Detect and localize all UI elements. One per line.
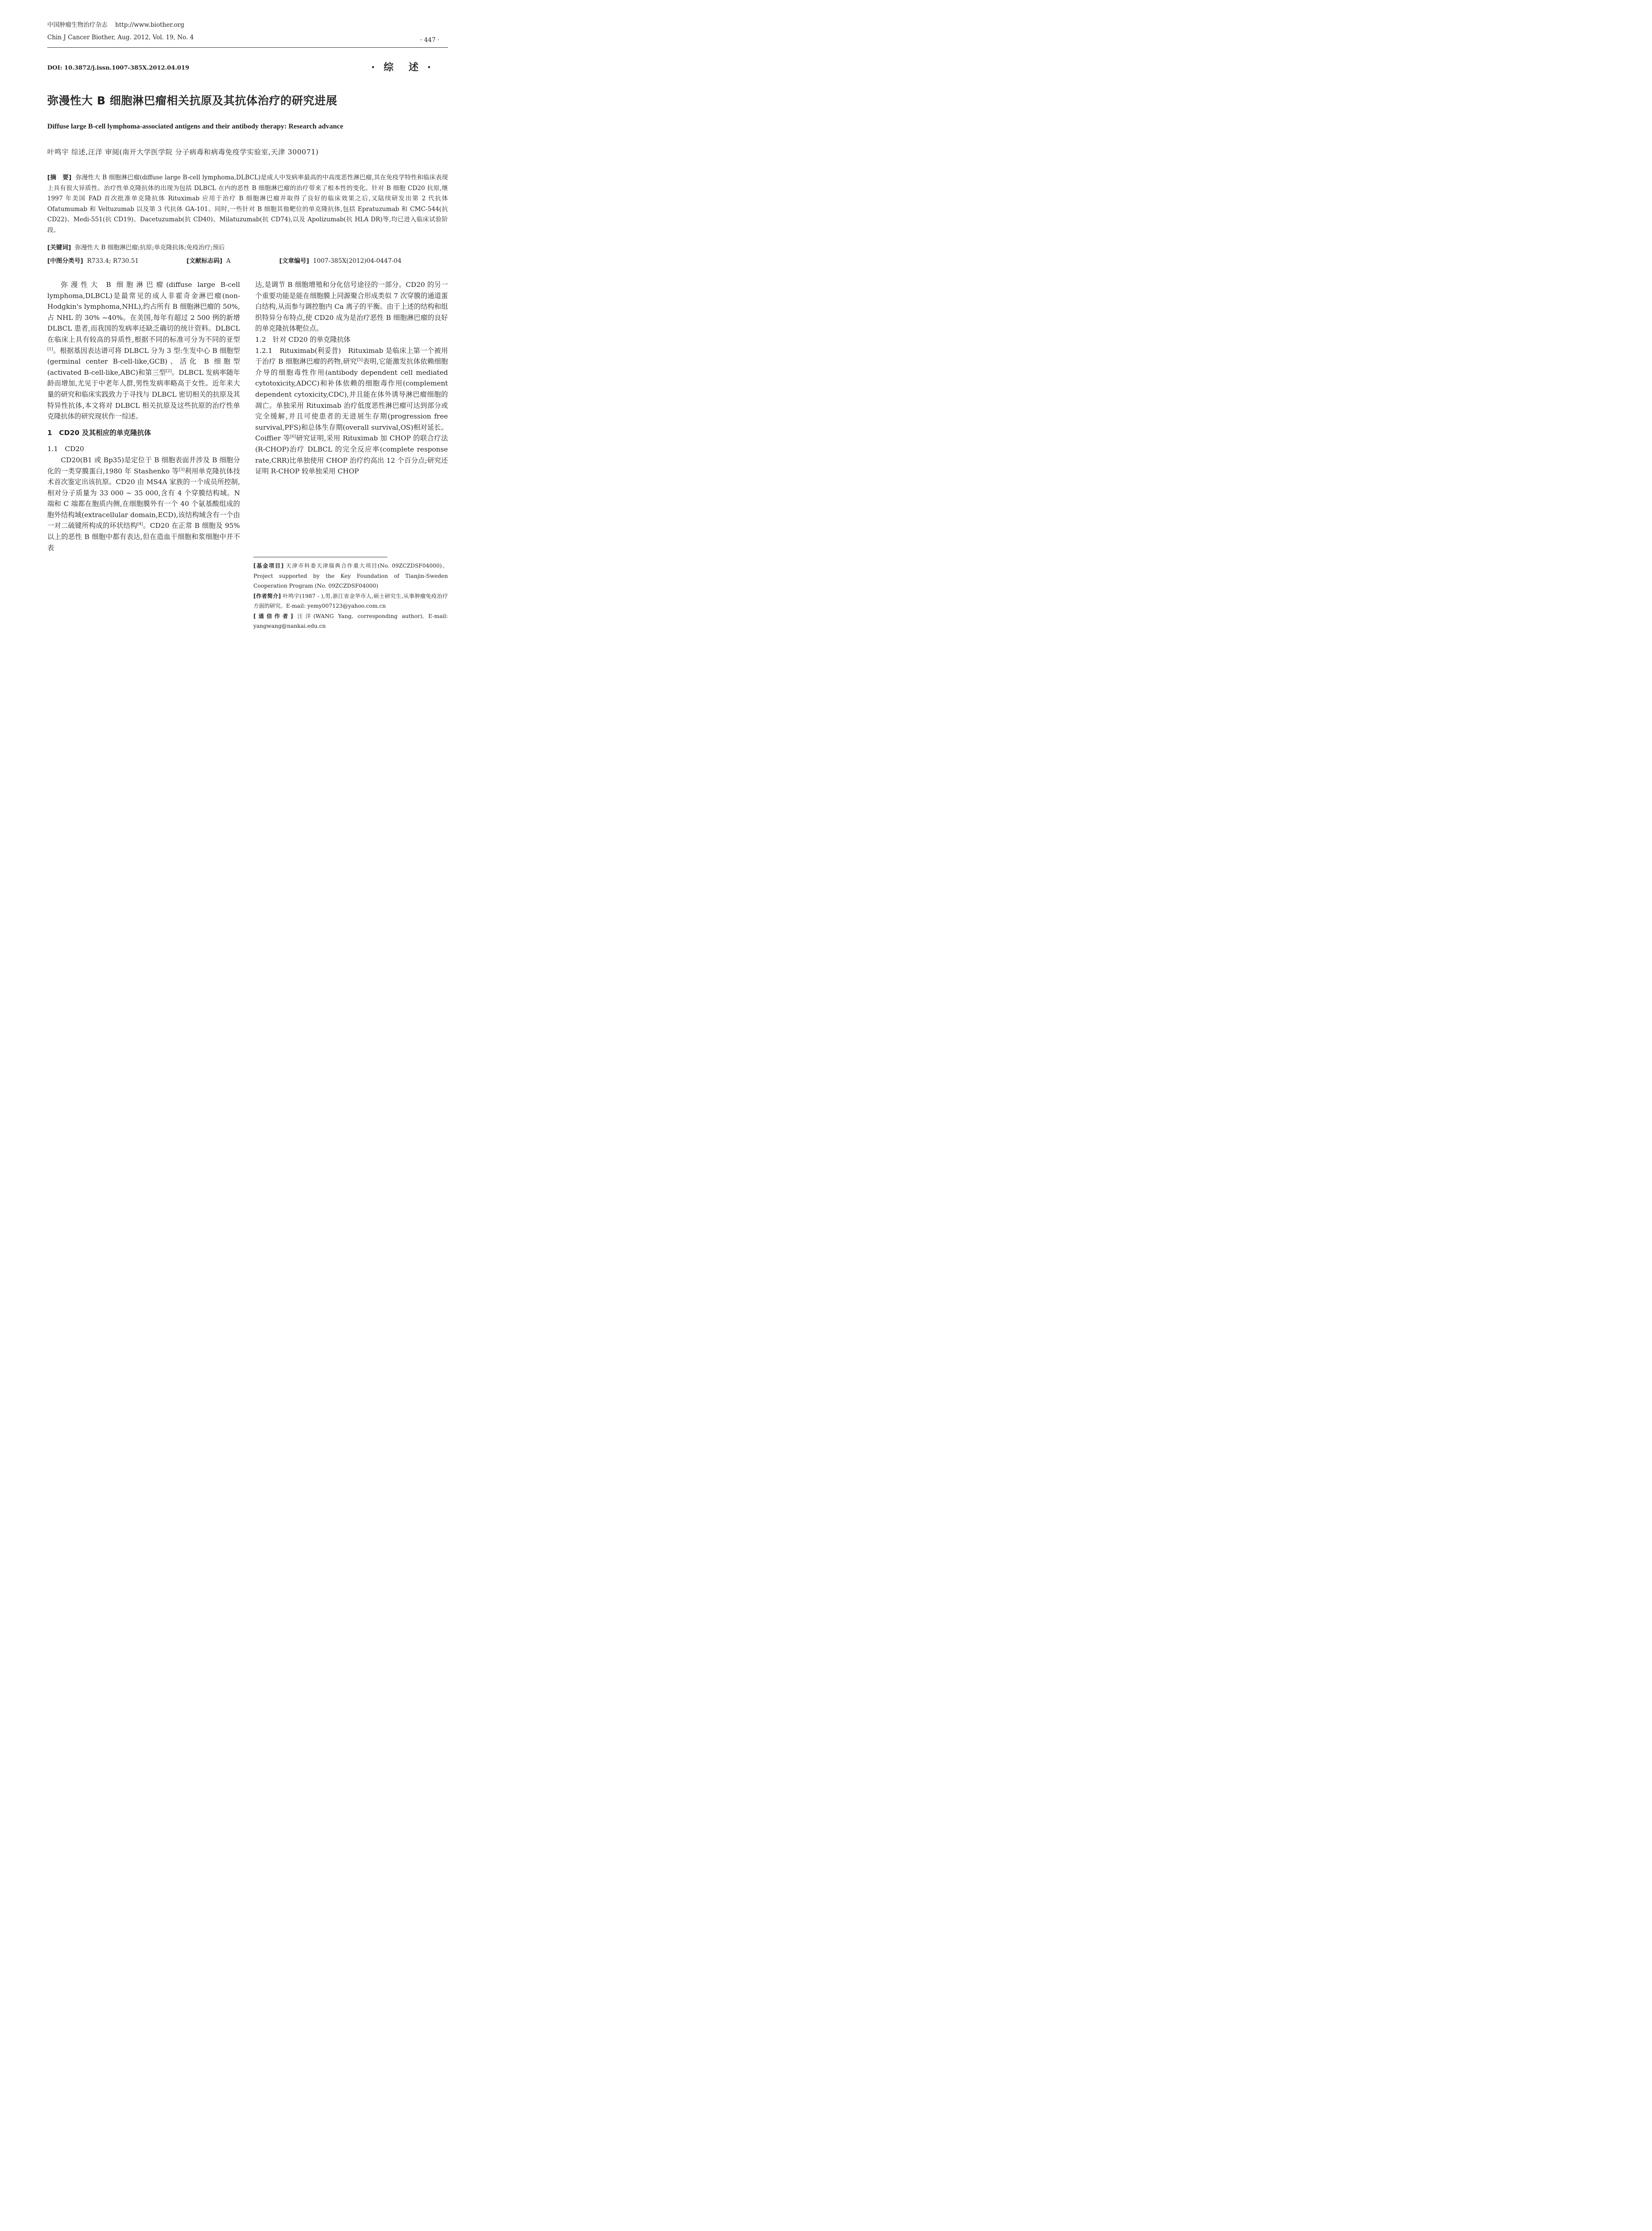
intro-text-c: 。DLBCL 发病率随年龄而增加,尤见于中老年人群,男性发病率略高于女性。近年来大量的研究和临床实践致力于寻找与 DLBCL 密切相关的抗原及其特异性抗体,本文将对 DLBCL 相关抗原及这些抗原的治疗性单克隆抗体的研究现状作一综述。	[47, 368, 240, 421]
doi[interactable]: DOI: 10.3872/j.issn.1007-385X.2012.04.019	[47, 65, 190, 71]
article-no-value: 1007-385X(2012)04-0447-04	[313, 257, 402, 265]
citation-ref[interactable]: [5]	[357, 358, 363, 363]
corresponding-author-note	[253, 611, 448, 631]
cd20-text-a: CD20(B1 或 Bp35)是定位于 B 细胞表面并涉及 B 细胞分化的一类穿膜蛋白,1980 年 Stashenko 等	[47, 456, 240, 475]
corresponding-author-text: 汪洋(WANG Yang, corresponding author), E-mail: yangwang@nankai.edu.cn	[253, 613, 448, 629]
keywords	[47, 242, 225, 251]
rituximab-paragraph	[255, 345, 448, 477]
funding-text: 天津市科委天津瑞典合作重大项目(No. 09ZCZDSF04000)。Project supported by the Key Foundation of Tianjin-Sweden Cooperation Program (No. 09ZCZDSF04000)	[253, 563, 448, 589]
author-bio-note	[253, 591, 448, 611]
keywords-label: [关键词]	[47, 244, 71, 251]
abstract-label: [摘 要]	[47, 174, 72, 181]
citation-ref[interactable]: [1]	[47, 347, 53, 352]
page-number: · 447 ·	[420, 37, 439, 44]
funding-label: [基金项目]	[253, 563, 284, 569]
doc-code-field	[186, 256, 231, 265]
article-no-field	[279, 256, 402, 265]
intro-text-b: 。根据基因表达谱可将 DLBCL 分为 3 型:生发中心 B 细胞型(germinal center B-cell-like,GCB)、活化 B 细胞型(activated B-cell-like,ABC)和第三型	[47, 346, 240, 377]
footnotes	[253, 561, 448, 631]
authors: 叶鸣宇 综述,汪洋 审阅(南开大学医学院 分子病毒和病毒免疫学实验室,天津 300071)	[47, 148, 319, 156]
intro-text-a: 弥漫性大 B 细胞淋巴瘤(diffuse large B-cell lymphoma,DLBCL)是最常见的成人非霍奇金淋巴瘤(non-Hodgkin's lymphoma,NHL),约占所有 B 细胞淋巴瘤的 50%,占 NHL 的 30% ~40%。在美国,每年有超过 2 500 例的新增 DLBCL 患者,而我国的发病率还缺乏确切的统计资料。DLBCL 在临床上具有较高的异质性,根据不同的标准可分为不同的亚型	[47, 281, 240, 344]
title-cn: 弥漫性大 B 细胞淋巴瘤相关抗原及其抗体治疗的研究进展	[47, 94, 337, 107]
journal-header-cn	[47, 22, 184, 29]
doc-code-label: [文献标志码]	[186, 257, 223, 265]
doc-code-value: A	[226, 257, 231, 265]
funding-note	[253, 561, 448, 591]
clc-field	[47, 256, 139, 265]
rituximab-text-b: 表明,它能激发抗体依赖细胞介导的细胞毒性作用(antibody dependent cell mediated cytotoxicity,ADCC)和补体依赖的细胞毒作用(complement dependent cytoxicity,CDC),并且能在体外诱导淋巴瘤细胞的凋亡。单独采用 Rituximab 治疗低度恶性淋巴瘤可达到部分或完全缓解,并且可使患者的无进展生存期(progression free survival,PFS)和总体生存期(overall survival,OS)相对延长。Coiffier 等	[255, 357, 448, 443]
cd20-text-b: 利用单克隆抗体技术首次鉴定出该抗原。CD20 由 MS4A 家族的一个成员所控制,相对分子质量为 33 000 ~ 35 000,含有 4 个穿膜结构域。N 端和 C 端都在胞质内侧,在细胞膜外有一个 40 个氨基酸组成的胞外结构域(extracellular domain,ECD),该结构域含有一个由一对二硫键所构成的环状结构	[47, 467, 240, 530]
body-left-column	[47, 279, 240, 553]
cd20-continued-paragraph: 达,是调节 B 细胞增殖和分化信号途径的一部分。CD20 的另一个重要功能是能在细胞膜上同源聚合形成类似 7 次穿膜的通道蛋白结构,从而参与调控胞内 Ca 离子的平衡。由于上述的结构和组织特异分布特点,使 CD20 成为是治疗恶性 B 细胞淋巴瘤的良好的单克隆抗体靶位点。	[255, 281, 448, 333]
author-bio-text: 叶鸣宇(1987 - ),男,浙江省金华市人,硕士研究生,从事肿瘤免疫治疗方面的研究。E-mail: yemy007123@yahoo.com.cn	[253, 593, 448, 609]
corresponding-author-label: [通信作者]	[253, 613, 293, 619]
citation-ref[interactable]: [4]	[137, 522, 143, 527]
abstract-text: 弥漫性大 B 细胞淋巴瘤(diffuse large B-cell lymphoma,DLBCL)是成人中发病率最高的中高度恶性淋巴瘤,其在免疫学特性和临床表现上具有很大异质性。治疗性单克隆抗体的出现为包括 DLBCL 在内的恶性 B 细胞淋巴瘤的治疗带来了根本性的变化。针对 B 细胞 CD20 抗原,继 1997 年美国 FAD 首次批准单克隆抗体 Rituximab 应用于治疗 B 细胞淋巴瘤并取得了良好的临床效果之后,又陆续研发出第 2 代抗体 Ofatumumab 和 Veltuzumab 以及第 3 代抗体 GA-101。同时,一些针对 B 细胞其他靶位的单克隆抗体,包括 Epratuzumab 和 CMC-544(抗 CD22)、Medi-551(抗 CD19)、Dacetuzumab(抗 CD40)、Milatuzumab(抗 CD74),以及 Apolizumab(抗 HLA DR)等,均已进入临床试验阶段。	[47, 174, 448, 234]
section-heading-1-1: 1.1 CD20	[47, 445, 84, 453]
citation-ref[interactable]: [2]	[166, 369, 172, 373]
author-bio-label: [作者简介]	[253, 593, 281, 599]
section-heading-1-2: 1.2 针对 CD20 的单克隆抗体	[255, 335, 351, 344]
journal-url[interactable]: http://www.biother.org	[115, 21, 185, 29]
keywords-text: 弥漫性大 B 细胞淋巴瘤;抗原;单克隆抗体;免疫治疗;预后	[75, 244, 225, 251]
clc-label: [中图分类号]	[47, 257, 83, 265]
title-en: Diffuse large B-cell lymphoma-associated antigens and their antibody therapy: Research advance	[47, 123, 344, 130]
abstract	[47, 173, 448, 236]
article-no-label: [文章编号]	[279, 257, 309, 265]
clc-value: R733.4; R730.51	[87, 257, 139, 265]
rituximab-text-c: 研究证明,采用 Rituximab 加 CHOP 的联合疗法(R-CHOP)治疗 DLBCL 的完全反应率(complete response rate,CRR)比单独使用 CHOP 治疗约高出 12 个百分点;研究还证明 R-CHOP 较单独采用 CHOP	[255, 434, 448, 476]
rituximab-text-a: 1.2.1 Rituximab(利妥昔) Rituximab 是临床上第一个被用于治疗 B 细胞淋巴瘤的药物,研究	[255, 346, 448, 366]
cd20-text-c: 。CD20 在正常 B 细胞及 95% 以上的恶性 B 细胞中都有表达,但在造血干细胞和浆细胞中并不表	[47, 522, 240, 552]
section-heading-1: 1 CD20 及其相应的单克隆抗体	[47, 428, 151, 437]
section-tag: · 综 述 ·	[371, 62, 434, 73]
body-right-column	[255, 279, 448, 477]
header-rule	[47, 47, 448, 48]
journal-name-cn: 中国肿瘤生物治疗杂志	[47, 21, 108, 29]
cd20-paragraph	[47, 455, 240, 553]
intro-paragraph	[47, 279, 240, 422]
citation-ref[interactable]: [6]	[290, 435, 296, 440]
citation-ref[interactable]: [3]	[178, 467, 185, 472]
journal-citation-en: Chin J Cancer Biother, Aug. 2012, Vol. 19, No. 4	[47, 34, 194, 41]
